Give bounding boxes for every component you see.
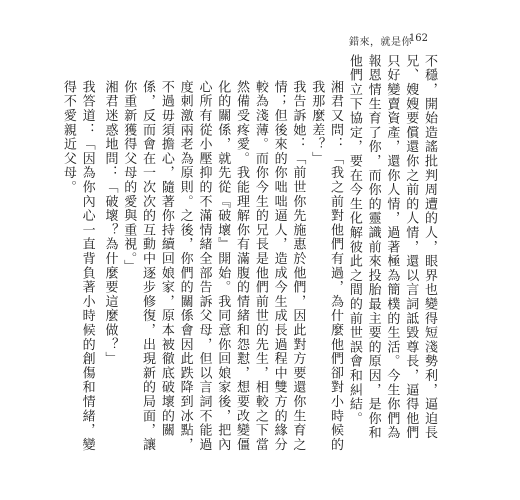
paragraph-1: 不穩，開始造謠批判周遭的人，眼界也變得短淺勢利，逼迫長兄、嫂嫂要償還你之前的人情，還以言詞詆毀尊長，逼得他們只好變賣資產，還你人情，過著極為簡樸的生活。今生你們為報恩情生育了你，而你的靈識前來投胎最主要的原因，是你和他們立下協定，要在今生化解彼此之間的前世誤會和糾結。 — [346, 54, 437, 441]
running-head-title: 錯來，就是你 — [349, 37, 412, 48]
page-number: 162 — [408, 33, 428, 44]
paragraph-4: 湘君迷惑地問：「破壞？為什麼要這麼做？」 — [102, 80, 118, 366]
paragraph-3: 我告訴她：「前世你先施惠於他們，因此對方要還你生育之情；但後來的你咄咄逼人，造成今生成長過程中雙方的緣分較為淺薄。而你今生的兄長是他們前世的先生，相較之下當然備受疼愛。我能理解你有滿腹的情緒和怨懟，想要改變僵化的關係，就先從『破壞』開始。我同意你回娘家後，把內心所有從小壓抑的不滿情緒全部告訴父母，但以言詞不能過度刺激兩老為原則。之後，你們的關係會因此跌降到冰點，不過毋須擔心，隨著你持續回娘家，原本被徹底破壞的關係，反而會在一次次的互動中逐步修復，出現新的局面，讓你重新獲得父母的愛與重視。」 — [121, 80, 306, 452]
paragraph-5: 我答道：「因為你內心一直背負著小時候的創傷和情緒，變得不愛親近父母。 — [60, 80, 95, 452]
paragraph-2: 湘君又問：「我之前對他們有過，為什麼他們卻對小時候的我那麼差？」 — [309, 80, 344, 452]
vertical-text-block — [60, 54, 438, 454]
